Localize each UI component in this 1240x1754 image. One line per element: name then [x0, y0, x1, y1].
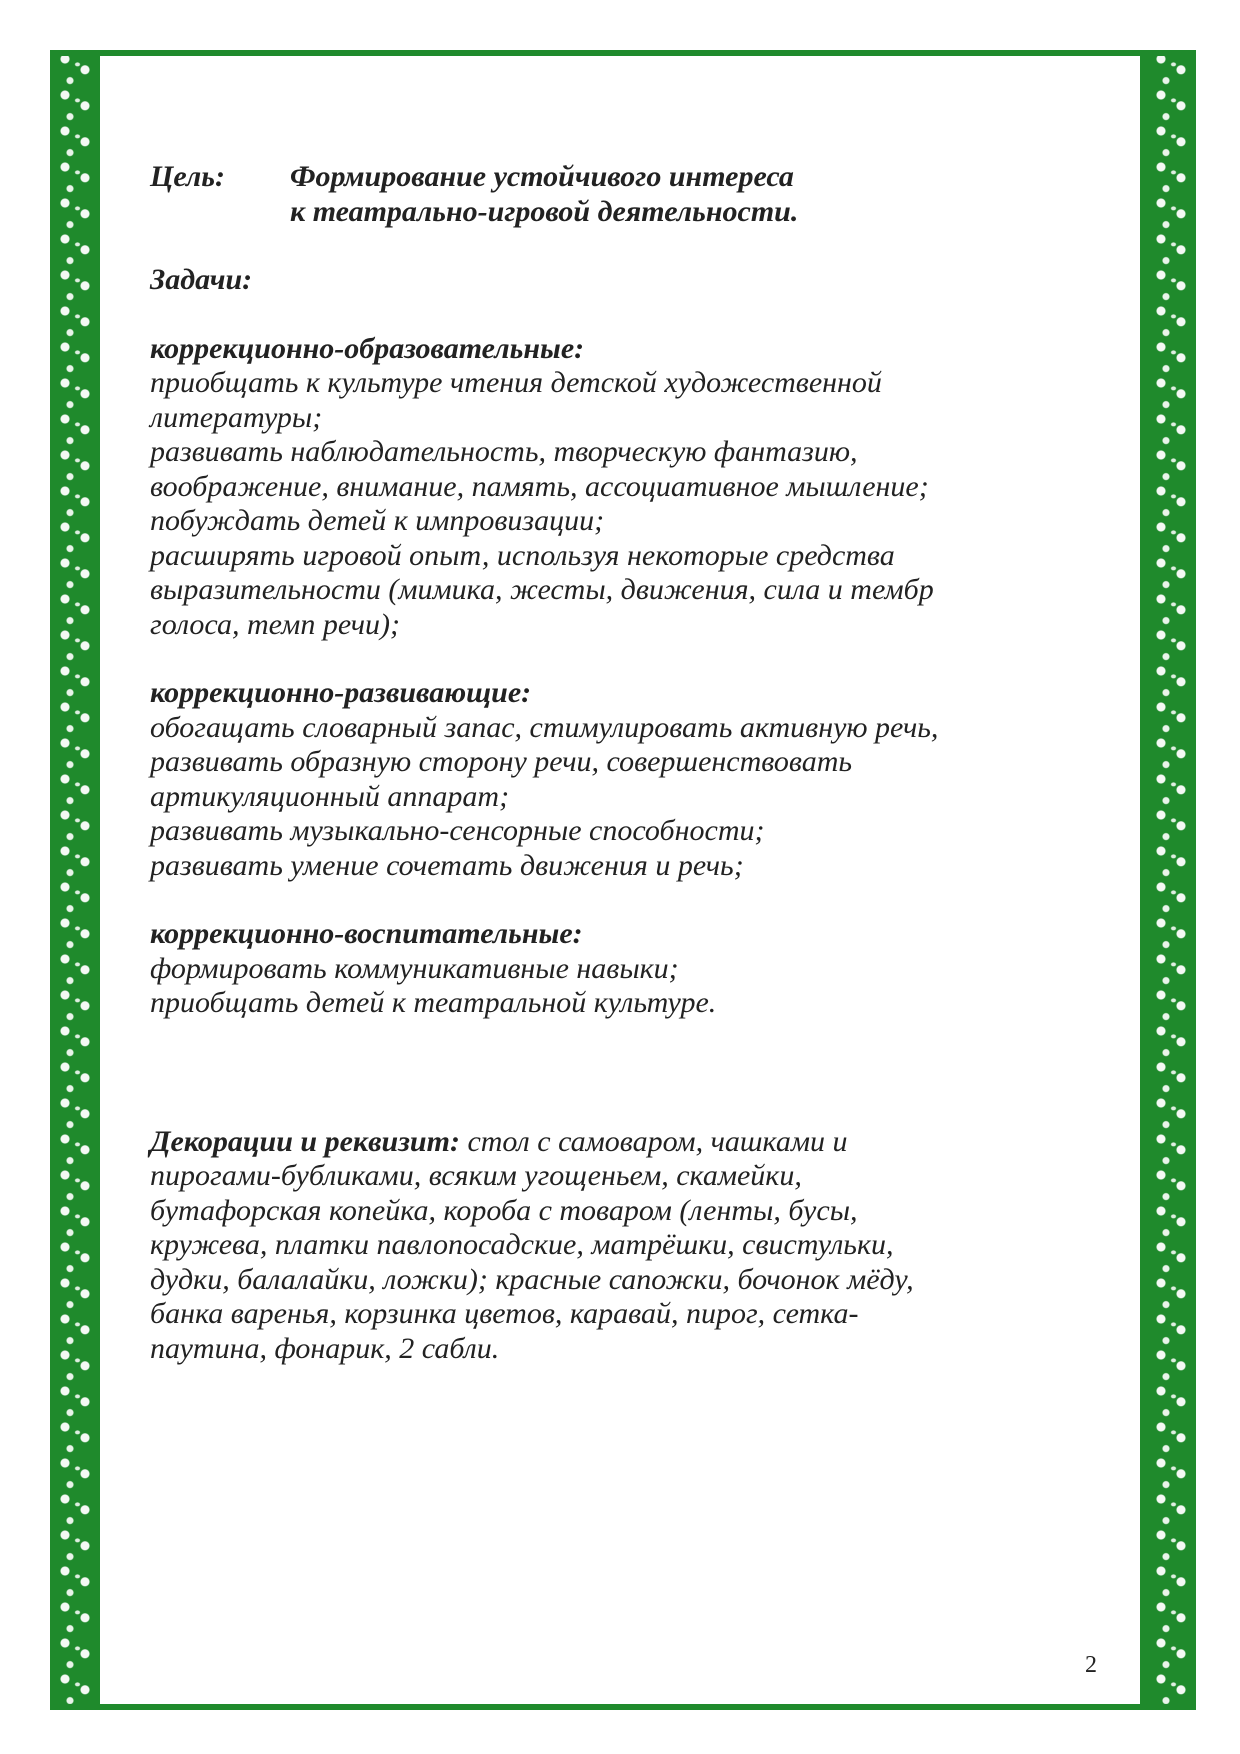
props-line: бутафорская копейка, короба с товаром (ленты, бусы,: [150, 1193, 858, 1227]
task-line: воображение, внимание, память, ассоциативное мышление;: [150, 469, 929, 503]
goal-block: [150, 160, 1090, 229]
task-line: развивать образную сторону речи, совершенствовать: [150, 745, 853, 778]
task-line: выразительности (мимика, жесты, движения, сила и тембр: [150, 573, 934, 606]
goal-text: [290, 160, 798, 229]
props-line: кружева, платки павлопосадские, матрёшки, свистульки,: [150, 1228, 894, 1261]
task-section-educational: [150, 332, 1090, 643]
task-line: приобщать детей к театральной культуре.: [150, 986, 717, 1019]
border-bottom: [50, 1704, 1196, 1710]
props-text: стол с самоваром, чашками и: [459, 1124, 848, 1158]
page-number: 2: [1085, 1652, 1097, 1678]
props-line: дудки, балалайки, ложки); красные сапожки, бочонок мёду,: [150, 1262, 914, 1296]
goal-label: Цель:: [150, 160, 225, 193]
ornament-border-left: [50, 50, 100, 1710]
task-line: артикуляционный аппарат;: [150, 779, 510, 813]
task-line: приобщать к культуре чтения детской художественной: [150, 366, 882, 399]
props-label: Декорации и реквизит:: [150, 1124, 460, 1158]
section-title: коррекционно-развивающие:: [150, 676, 532, 709]
document-content: [150, 160, 1090, 1366]
props-block: [150, 1125, 1090, 1367]
task-section-upbringing: [150, 917, 1090, 1021]
tasks-heading: Задачи:: [150, 263, 253, 296]
task-line: обогащать словарный запас, стимулировать активную речь,: [150, 710, 939, 744]
props-first-line: [150, 1125, 1090, 1160]
task-line: развивать музыкально-сенсорные способности;: [150, 814, 765, 847]
task-line: формировать коммуникативные навыки;: [150, 951, 679, 985]
task-line: развивать умение сочетать движения и речь;: [150, 848, 744, 882]
goal-line: к театрально-игровой деятельности.: [290, 194, 799, 228]
section-title: коррекционно-воспитательные:: [150, 917, 583, 950]
task-line: расширять игровой опыт, используя некоторые средства: [150, 538, 895, 572]
task-line: побуждать детей к импровизации;: [150, 504, 605, 537]
task-line: голоса, темп речи);: [150, 607, 401, 641]
task-line: литературы;: [150, 400, 323, 434]
task-section-developmental: [150, 676, 1090, 883]
props-line: банка варенья, корзинка цветов, каравай, пирог, сетка-: [150, 1297, 859, 1330]
section-title: коррекционно-образовательные:: [150, 331, 585, 365]
goal-line: Формирование устойчивого интереса: [290, 160, 794, 193]
task-line: развивать наблюдательность, творческую фантазию,: [150, 435, 858, 468]
ornament-border-right: [1146, 50, 1196, 1710]
props-line: пирогами-бубликами, всяким угощеньем, скамейки,: [150, 1159, 802, 1192]
props-line: паутина, фонарик, 2 сабли.: [150, 1331, 500, 1365]
